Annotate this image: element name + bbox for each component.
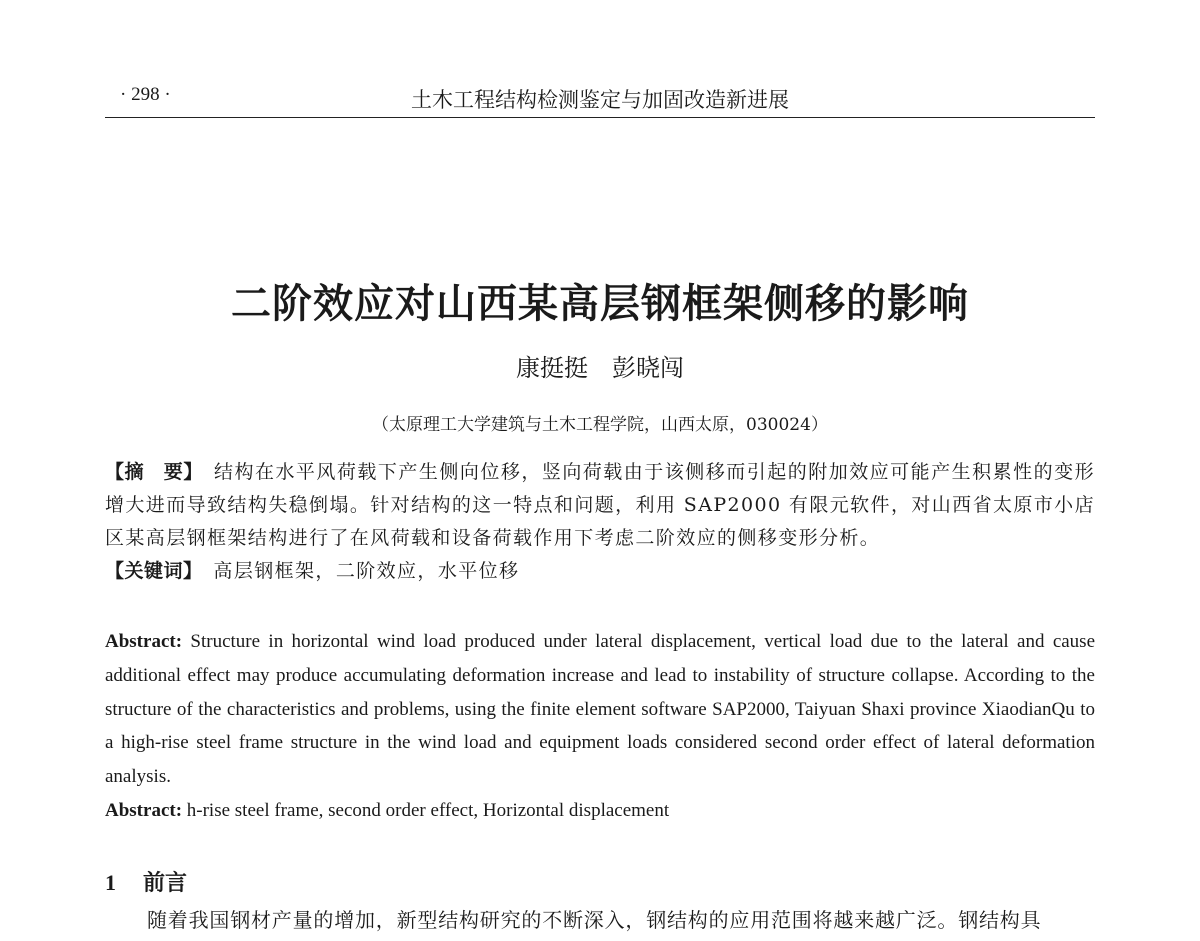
article-title: 二阶效应对山西某高层钢框架侧移的影响 [231, 280, 969, 327]
chinese-abstract [105, 456, 1095, 555]
article-authors: 康挺挺 彭晓闯 [516, 354, 684, 382]
english-abstract-text: Structure in horizontal wind load produced under lateral displacement, vertical load due to the lateral and cause additional effect may produce accumulating deformation increase and lead to instability of structure collapse. According to the structure of the characteristics and problems, using the finite element software SAP2000, Taiyuan Shaxi province XiaodianQu to a high-rise steel frame structure in the wind load and equipment loads considered second order effect of lateral deformation analysis. [105, 631, 1096, 788]
chinese-keywords [105, 555, 1095, 588]
english-abstract-block [105, 625, 1095, 828]
article-affiliation: （太原理工大学建筑与土木工程学院，山西太原，030024） [372, 415, 828, 435]
chinese-keywords-text: 高层钢框架，二阶效应，水平位移 [213, 560, 520, 582]
english-keywords [105, 794, 1095, 828]
section-heading [105, 866, 187, 897]
page-number: · 298 · [120, 84, 171, 105]
english-keywords-text: h-rise steel frame, second order effect, Horizontal displacement [186, 799, 670, 821]
running-title: 土木工程结构检测鉴定与加固改造新进展 [411, 88, 789, 112]
header-rule [105, 117, 1095, 118]
chinese-abstract-block [105, 456, 1095, 588]
section-body-text: 随着我国钢材产量的增加，新型结构研究的不断深入，钢结构的应用范围将越来越广泛。钢结构具 [147, 908, 1042, 932]
chinese-abstract-text: 结构在水平风荷载下产生侧向位移，竖向荷载由于该侧移而引起的附加效应可能产生积累性的变形增大进而导致结构失稳倒塌。针对结构的这一特点和问题，利用 SAP2000 有限元软件，对山西省太原市小店区某高层钢框架结构进行了在风荷载和设备荷载作用下考虑二阶效应的侧移变形分析。 [105, 461, 1095, 549]
section-number: 1 [105, 870, 116, 895]
chinese-abstract-label: 【摘 要】 [105, 461, 203, 483]
english-abstract [105, 625, 1095, 794]
chinese-keywords-label: 【关键词】 [105, 560, 203, 582]
english-keywords-label: Abstract: [105, 799, 183, 821]
page-header [105, 82, 1095, 116]
english-abstract-label: Abstract: [105, 631, 183, 652]
section-title: 前言 [143, 870, 188, 896]
